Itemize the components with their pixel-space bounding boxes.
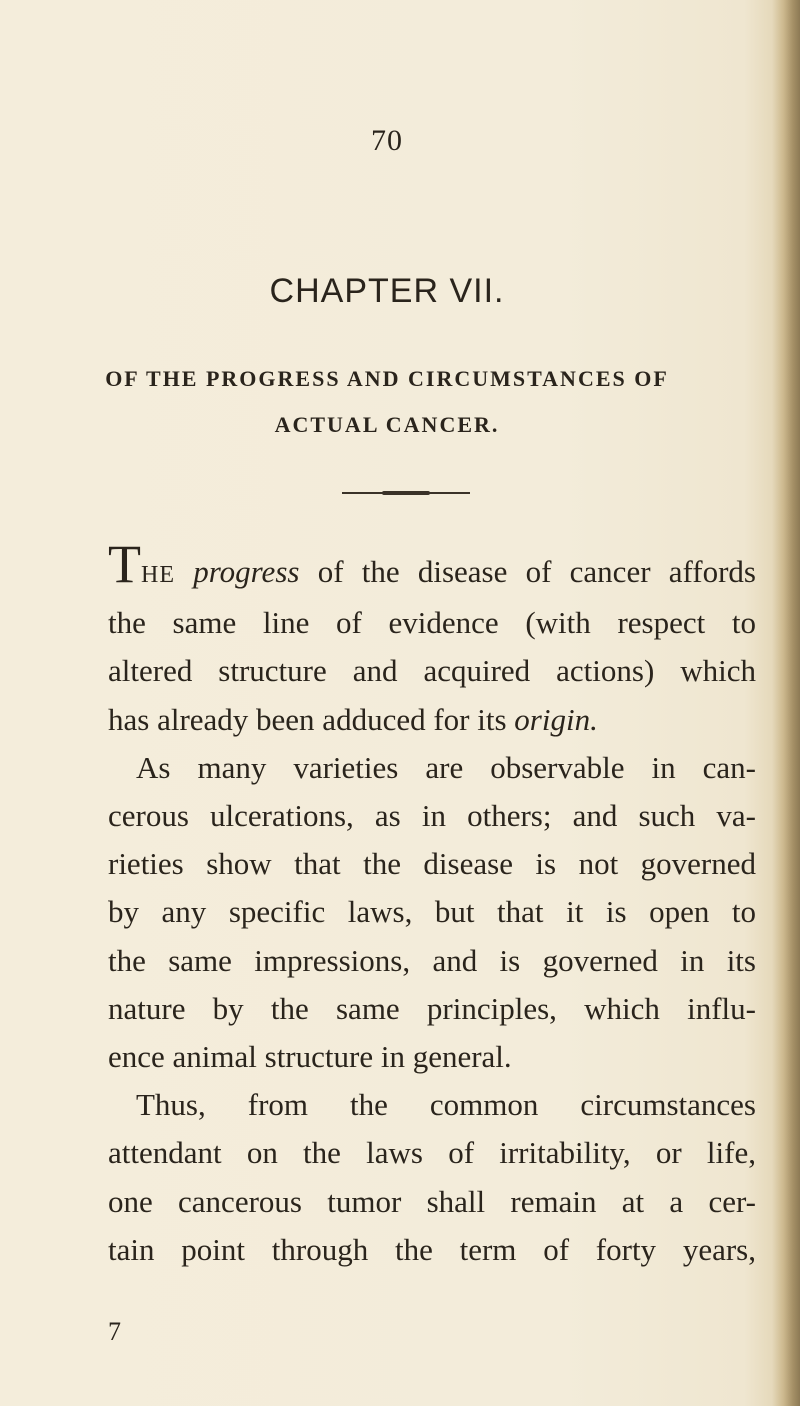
text-line: rieties show that the disease is not governed (108, 846, 756, 882)
body-text (108, 534, 756, 1274)
small-caps-text: HE (141, 562, 175, 588)
text-line (108, 696, 756, 744)
text-line (108, 534, 756, 599)
italic-text: origin. (514, 701, 598, 737)
text-line: the same impressions, and is governed in its (108, 942, 756, 978)
chapter-subtitle-line-2: ACTUAL CANCER. (274, 412, 500, 437)
text-line: one cancerous tumor shall remain at a cer- (108, 1183, 756, 1219)
text-line: ence animal structure in general. (108, 1039, 512, 1075)
chapter-subtitle-line-1: OF THE PROGRESS AND CIRCUMSTANCES OF (105, 366, 669, 391)
text-line: tain point through the term of forty years, (108, 1231, 756, 1267)
page-gutter-shadow (772, 0, 800, 1406)
ornamental-rule (342, 492, 470, 494)
chapter-title: CHAPTER VII. (269, 272, 505, 310)
text-line: by any specific laws, but that it is open to (108, 894, 756, 930)
text-line: the same line of evidence (with respect to (108, 605, 756, 641)
text-segment: of the disease of cancer affords (299, 554, 756, 589)
text-line: altered structure and acquired actions) which (108, 653, 756, 689)
text-line: nature by the same principles, which influ- (108, 990, 756, 1026)
drop-cap: T (108, 534, 141, 594)
text-line: attendant on the laws of irritability, or life, (108, 1135, 756, 1171)
text-segment: has already been adduced for its (108, 701, 515, 737)
italic-text: progress (193, 554, 300, 589)
text-line: Thus, from the common circumstances (136, 1087, 756, 1123)
text-line: As many varieties are observable in can- (136, 749, 756, 785)
signature-mark: 7 (108, 1317, 121, 1346)
page-number: 70 (371, 124, 403, 157)
text-line: cerous ulcerations, as in others; and such va- (108, 798, 756, 834)
